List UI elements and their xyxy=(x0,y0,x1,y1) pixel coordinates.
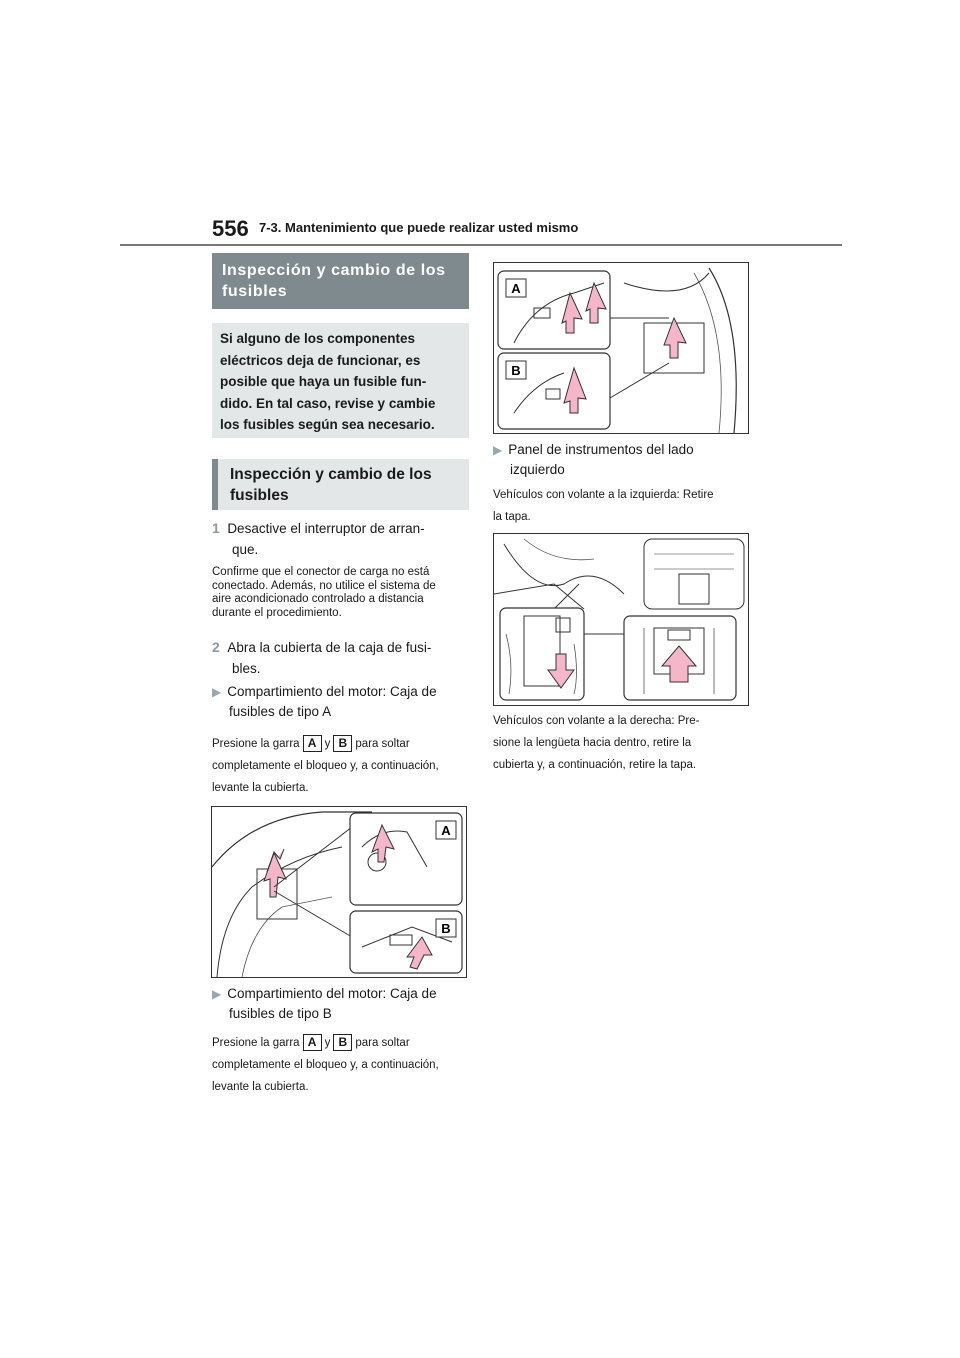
label-a-icon: A xyxy=(511,281,521,296)
item-text: fusibles de tipo A xyxy=(229,704,332,719)
header-divider xyxy=(120,244,842,246)
note-text: y xyxy=(324,1037,331,1049)
left-hand-drive-note xyxy=(493,484,755,528)
step-1-note xyxy=(212,566,474,620)
note-line: aire acondicionado controlado a distancia xyxy=(212,593,424,605)
item-type-a xyxy=(212,682,472,721)
instrument-panel-svg xyxy=(494,534,749,706)
label-b-icon: B xyxy=(333,735,352,752)
label-b-icon: B xyxy=(333,1034,352,1051)
step-text: Abra la cubierta de la caja de fusi- xyxy=(227,640,432,655)
engine-fusebox-b-illustration xyxy=(493,262,749,434)
note-line: cubierta y, a continuación, retire la tapa. xyxy=(493,759,697,771)
item-instrument-panel xyxy=(493,440,753,479)
item-text: Compartimiento del motor: Caja de xyxy=(227,986,437,1001)
label-a-icon: A xyxy=(441,823,451,838)
triangle-bullet-icon: ▶ xyxy=(493,443,503,457)
note-text: para soltar xyxy=(355,738,410,750)
section-title-line: fusibles xyxy=(222,283,288,300)
step-text: Desactive el interruptor de arran- xyxy=(227,521,425,536)
instrument-panel-illustration xyxy=(493,533,749,706)
item-text: izquierdo xyxy=(510,462,565,477)
section-title-sub xyxy=(212,459,469,510)
intro-line: Si alguno de los componentes xyxy=(220,331,416,346)
chapter-title: 7-3. Mantenimiento que puede realizar usted mismo xyxy=(259,220,579,235)
section-title-line: Inspección y cambio de los xyxy=(222,262,446,279)
intro-line: posible que haya un fusible fun- xyxy=(220,374,427,389)
item-text: fusibles de tipo B xyxy=(229,1006,332,1021)
engine-illustration-svg xyxy=(494,263,749,434)
label-b-icon: B xyxy=(511,363,521,378)
note-line: levante la cubierta. xyxy=(212,782,309,794)
note-line: completamente el bloqueo y, a continuación, xyxy=(212,1059,439,1071)
note-line: Vehículos con volante a la derecha: Pre- xyxy=(493,715,700,727)
step-text: bles. xyxy=(232,661,261,676)
right-hand-drive-note xyxy=(493,710,755,776)
label-b-icon: B xyxy=(441,921,451,936)
step-text: que. xyxy=(232,542,259,557)
label-a-icon: A xyxy=(303,1034,322,1051)
step-2 xyxy=(212,637,472,679)
page-number: 556 xyxy=(212,216,249,241)
item-text: Compartimiento del motor: Caja de xyxy=(227,684,437,699)
intro-line: los fusibles según sea necesario. xyxy=(220,417,435,432)
step-number: 1 xyxy=(212,520,220,536)
label-a-icon: A xyxy=(303,735,322,752)
note-line: conectado. Además, no utilice el sistema de xyxy=(212,579,436,592)
item-text: Panel de instrumentos del lado xyxy=(508,442,694,457)
note-line: completamente el bloqueo y, a continuación, xyxy=(212,760,439,772)
step-1 xyxy=(212,518,472,560)
note-line: la tapa. xyxy=(493,511,531,523)
item-a-instructions xyxy=(212,733,474,799)
item-b-instructions xyxy=(212,1032,474,1098)
note-text: para soltar xyxy=(355,1037,410,1049)
section-title-line: fusibles xyxy=(230,487,289,504)
note-text: y xyxy=(324,738,331,750)
intro-summary xyxy=(212,323,469,438)
step-number: 2 xyxy=(212,639,220,655)
engine-illustration-svg xyxy=(212,807,467,978)
triangle-bullet-icon: ▶ xyxy=(212,987,222,1001)
note-line: sione la lengüeta hacia dentro, retire la xyxy=(493,737,692,749)
note-line: Vehículos con volante a la izquierda: Retire xyxy=(493,489,714,501)
intro-line: eléctricos deja de funcionar, es xyxy=(220,352,421,368)
intro-line: dido. En tal caso, revise y cambie xyxy=(220,395,436,411)
note-line: durante el procedimiento. xyxy=(212,606,342,619)
section-title-line: Inspección y cambio de los xyxy=(230,466,432,483)
note-line: levante la cubierta. xyxy=(212,1081,309,1093)
triangle-bullet-icon: ▶ xyxy=(212,685,222,699)
section-title-main xyxy=(212,253,469,309)
engine-fusebox-a-illustration xyxy=(211,806,467,978)
item-type-b xyxy=(212,984,472,1023)
note-line: Confirme que el conector de carga no está xyxy=(212,566,430,578)
note-text: Presione la garra xyxy=(212,738,300,750)
note-text: Presione la garra xyxy=(212,1037,300,1049)
